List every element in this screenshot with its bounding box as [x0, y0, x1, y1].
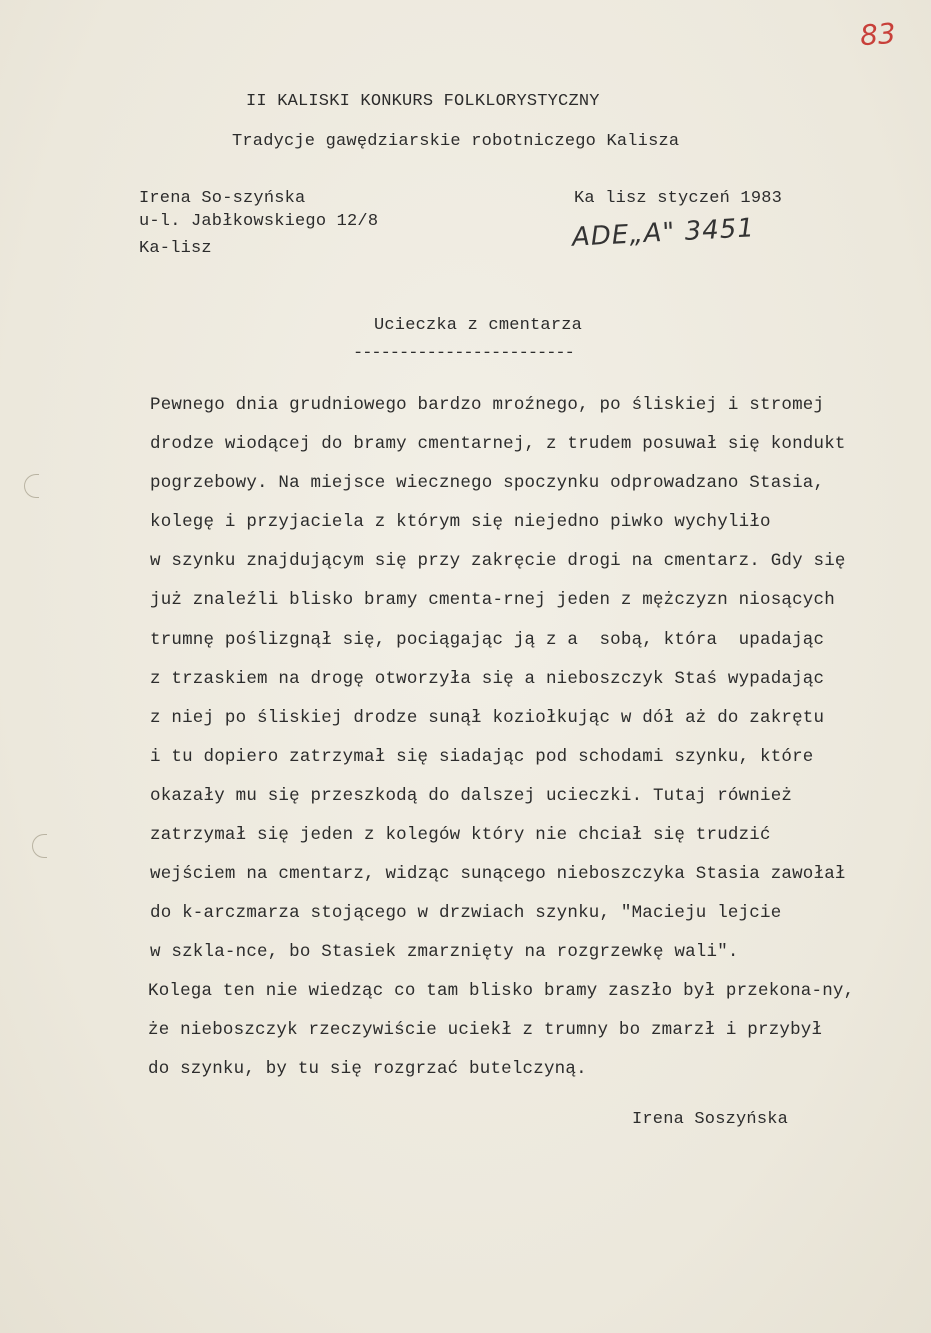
author-street: u-l. Jabłkowskiego 12/8: [139, 212, 379, 231]
story-line: do k-arczmarza stojącego w drzwiach szynku, "Macieju lejcie: [150, 903, 782, 923]
story-line: w szkla-nce, bo Stasiek zmarznięty na rozgrzewkę wali".: [150, 942, 739, 962]
story-line: wejściem na cmentarz, widząc sunącego nieboszczyka Stasia zawołał: [150, 864, 846, 884]
story-line: kolegę i przyjaciela z którym się niejedno piwko wychyliło: [150, 512, 771, 532]
author-city: Ka-lisz: [139, 239, 212, 258]
author-name: Irena So-szyńska: [139, 189, 306, 208]
signature: Irena Soszyńska: [632, 1110, 789, 1129]
story-line: już znaleźli blisko bramy cmenta-rnej jeden z mężczyzn niosących: [150, 590, 835, 610]
competition-subtitle: Tradycje gawędziarskie robotniczego Kalisza: [232, 132, 680, 151]
story-line: z niej po śliskiej drodze sunął koziołkując w dół aż do zakrętu: [150, 708, 825, 728]
competition-title: II KALISKI KONKURS FOLKLORYSTYCZNY: [246, 92, 600, 111]
title-underline: ------------------------: [353, 344, 574, 363]
story-title: Ucieczka z cmentarza: [374, 316, 583, 335]
story-line: z trzaskiem na drogę otworzyła się a nieboszczyk Staś wypadając: [150, 669, 825, 689]
punch-hole-mark: [24, 474, 39, 498]
place-date: Ka lisz styczeń 1983: [574, 189, 783, 208]
story-line: zatrzymał się jeden z kolegów który nie chciał się trudzić: [150, 825, 771, 845]
story-line: do szynku, by tu się rozgrzać butelczyną.: [148, 1059, 587, 1079]
story-line: pogrzebowy. Na miejsce wiecznego spoczynku odprowadzano Stasia,: [150, 473, 825, 493]
story-line: okazały mu się przeszkodą do dalszej ucieczki. Tutaj również: [150, 786, 793, 806]
page-number: 83: [858, 16, 897, 53]
story-line: że nieboszczyk rzeczywiście uciekł z trumny bo zmarzł i przybył: [148, 1020, 823, 1040]
story-line: trumnę poślizgnął się, pociągając ją z a sobą, która upadając: [150, 630, 825, 650]
handwritten-code: ADE„A" 3451: [571, 213, 756, 253]
punch-hole-mark: [32, 834, 47, 858]
story-line: i tu dopiero zatrzymał się siadając pod schodami szynku, które: [150, 747, 814, 767]
story-line: w szynku znajdującym się przy zakręcie drogi na cmentarz. Gdy się: [150, 551, 846, 571]
story-line: Kolega ten nie wiedząc co tam blisko bramy zaszło był przekona-ny,: [148, 981, 855, 1001]
story-line: drodze wiodącej do bramy cmentarnej, z trudem posuwał się kondukt: [150, 434, 846, 454]
story-line: Pewnego dnia grudniowego bardzo mroźnego, po śliskiej i stromej: [150, 395, 825, 415]
